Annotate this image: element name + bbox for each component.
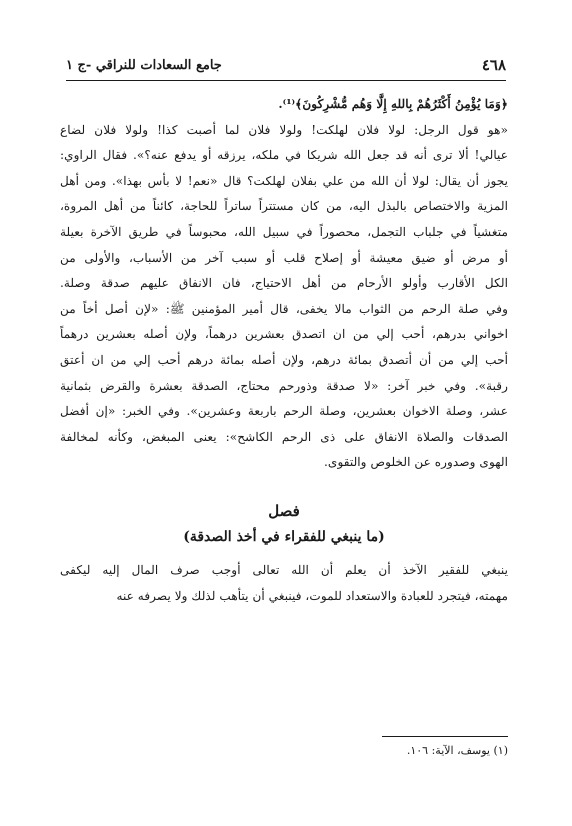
footnote-divider: [382, 736, 508, 737]
text-line: متغشياً في جلباب التجمل، محصوراً في سبيل الله، محبوساً في طريق الآخرة بعيلة: [60, 224, 508, 239]
running-title: جامع السعادات للنراقي -ج ١: [66, 57, 222, 73]
text-line: الصدقات والصلاة الانفاق على ذى الرحم الكاشح»: يعنى المبغض، وكأنه لمخالفة: [60, 429, 508, 444]
text-line: أو مرض أو ضيق معيشة أو إصلاح قلب أو سبب آخر من الأسباب، والأولى من: [60, 250, 508, 265]
section-heading: فصل: [268, 501, 300, 520]
text-line: المزية والاختصاص بالبذل اليه، من كان مستتراً ساتراً للحاجة، كائناً من أهل المروة،: [60, 199, 508, 214]
text-line: ينبغي للفقير الآخذ أن يعلم أن الله تعالى أوجب صرف المال إليه ليكفى: [60, 562, 508, 577]
section-subheading: (ما ينبغي للفقراء في أخذ الصدقة): [183, 528, 385, 545]
text-line: وفي صلة الرحم من الثواب مالا يخفى، قال أمير المؤمنين ﷺ: «لإن أصل أخاً من: [60, 301, 508, 316]
text-line: عشر، وصلة الاخوان بعشرين، وصلة الرحم باربعة وعشرين». وفي الخبر: «إن أفضل: [60, 404, 508, 419]
paragraph: [60, 118, 508, 476]
text-line: أحب إلي من أن أتصدق بمائة درهم، ولإن أصله بمائة درهم أحب إلي من ان أعتق: [60, 352, 508, 367]
paragraph: [60, 558, 508, 609]
text-line: رقبة». وفي خبر آخر: «لا صدقة وذورحم محتاج، الصدقة بعشرة والقرض بثمانية: [60, 378, 508, 393]
page-number: ٤٦٨: [481, 56, 506, 74]
page-header: [66, 50, 506, 81]
text-line: عيالي! ألا ترى أنه قد جعل الله شريكا في ملكه، يرزقه أو يدفع عنه؟». فقال الراوي:: [60, 148, 508, 163]
footnote: (١) يوسف، الآية: ١٠٦.: [406, 744, 508, 757]
main-text: [60, 92, 508, 609]
text-line: الهوى وصدوره عن الخلوص والتقوى.: [324, 455, 508, 470]
text-line: مهمته، فيتجرد للعبادة والاستعداد للموت، فينبغي أن يتأهب لذلك ولا يصرفه عنه: [116, 588, 508, 603]
quran-verse: [60, 92, 508, 118]
text-line: الكل الأقارب وأولو الأرحام من أهل الاحتياج، فان الانفاق عليهم صدقة وصلة.: [60, 276, 508, 291]
text-line: ﴿وَمَا يُؤْمِنُ أَكْثَرُهُمْ بِاللهِ إِلَّا وَهُم مُّشْرِكُونَ﴾⁽¹⁾.: [278, 97, 508, 111]
text-line: يجوز أن يقال: لولا أن الله من علي بفلان لهلكت؟ قال «نعم! لا بأس بهذا». ومن أهل: [60, 173, 508, 188]
text-line: «هو قول الرجل: لولا فلان لهلكت! ولولا فلان لما أصبت كذا! ولولا فلان لضاع: [60, 122, 508, 137]
text-line: اخواني بدرهم، أحب إلي من ان اتصدق بعشرين درهماً، ولإن أصله بعشرين درهماً: [60, 327, 508, 342]
